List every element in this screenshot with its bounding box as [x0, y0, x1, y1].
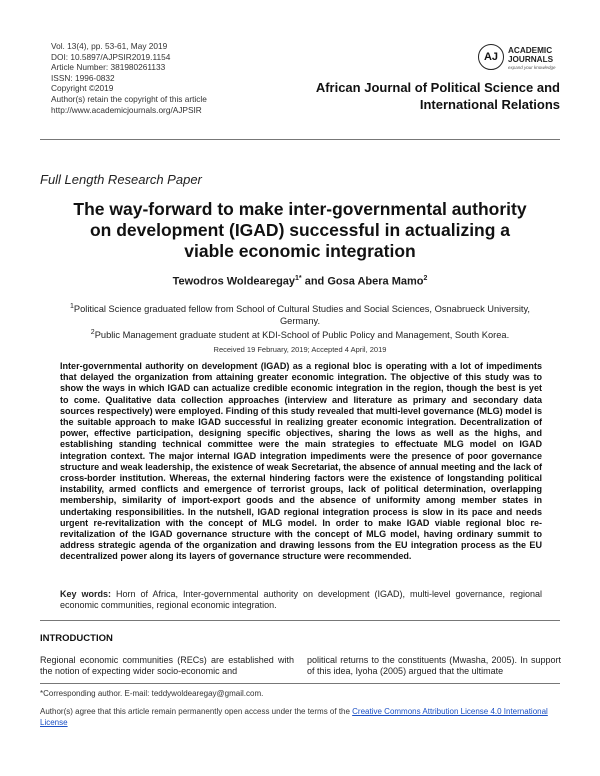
footnote-divider	[40, 683, 560, 684]
title-line1: The way-forward to make inter-governmental authority	[73, 199, 527, 219]
paper-type: Full Length Research Paper	[40, 172, 202, 187]
author-2-sup: 2	[423, 275, 428, 282]
meta-url: http://www.academicjournals.org/AJPSIR	[51, 104, 202, 115]
author-1-sup: 1*	[295, 275, 302, 282]
affiliation-2-sup: 2	[90, 329, 95, 337]
affiliation-1-sup: 1	[69, 303, 74, 310]
meta-article-number: Article Number: 381980261133	[51, 62, 166, 73]
affiliation-2-text: Public Management graduate student at KDI-School of Public Policy and Management, South Korea.	[94, 330, 510, 341]
journal-name-line1: African Journal of Political Science and	[315, 80, 560, 95]
abstract: Inter-governmental authority on development (IGAD) as a regional bloc is operating with a lot of impediments that delayed the organization from attaining greater economic integration. The objective of this study was to show the ways in which IGAD can actualize credible economic integration in the region, though the best is yet to come. Qualitative data collection approaches (interview and literature as primary and secondary data sources respectively) were employed. Finding of this study revealed that multi-level governance (MLG) model is the suitable approach to make IGAD successful in realizing greater economic integration. Decentralization of power, effective participation, designing specific objectives, sharing the lows as well as the highs, and establishing standing technical committee were the main strategies to effectuate MLG model on IGAD integration context. The major internal IGAD integration impediments were the presence of poor governance structure and weak leadership, the existence of weak Secretariat, the absence of annual meeting and the lack of cross-border institution. Whereas, the external hindering factors were the existence of longstanding political instability, armed conflicts and emergence of terrorist groups, lack of political determination, overlapping membership, similarity of import-export goods and the absence of uniformity among member states in undertaking responsibilities. In the nutshell, IGAD regional integration process is slow in its pace and needs urgent re-revitalization with the concept of MLG model. In order to make IGAD viable regional bloc re-revitalization of the IGAD governance structure with the concept of MLG model, having ordinary summit to address strategic agenda of the organization and drawing lessons from the EU integration process as the EU decentralized power along its layers of governance structure were recommended.	[60, 361, 542, 562]
paper-title	[40, 199, 560, 262]
intro-column-left: Regional economic communities (RECs) are established with the notion of expecting wider socio-economic and	[40, 655, 294, 677]
article-metadata	[51, 41, 207, 115]
meta-rights: Author(s) retain the copyright of this article	[51, 93, 207, 104]
meta-doi: DOI: 10.5897/AJPSIR2019.1154	[51, 51, 171, 62]
logo-wordmark	[508, 46, 553, 64]
author-2: Gosa Abera Mamo	[327, 275, 424, 288]
title-line2: on development (IGAD) successful in actualizing a	[89, 220, 511, 240]
meta-copyright: Copyright ©2019	[51, 83, 114, 94]
keywords-text: Horn of Africa, Inter-governmental authority on development (IGAD), multi-level governance, regional economic communities, regional economic integration.	[60, 589, 542, 610]
meta-issn: ISSN: 1996-0832	[51, 72, 115, 83]
title-line3: viable economic integration	[184, 241, 416, 261]
logo-tagline: expand your knowledge	[508, 65, 556, 70]
intro-column-right: political returns to the constituents (Mwasha, 2005). In support of this idea, Iyoha (2005) argued that the ultimate	[307, 655, 561, 677]
logo-line2: JOURNALS	[508, 55, 554, 64]
corresponding-author-footnote: *Corresponding author. E-mail: teddywoldearegay@gmail.com.	[40, 689, 264, 698]
journal-name-line2: International Relations	[419, 96, 560, 112]
aj-logo-icon: AJ	[478, 44, 504, 70]
author-1: Tewodros Woldearegay	[172, 275, 296, 288]
author-joiner: and	[301, 275, 328, 288]
keywords-label: Key words:	[60, 589, 111, 599]
affiliation-2	[40, 327, 560, 341]
affiliation-1	[40, 301, 560, 315]
license-text: Author(s) agree that this article remain permanently open access under the terms of the	[40, 707, 353, 716]
meta-volume: Vol. 13(4), pp. 53-61, May 2019	[51, 41, 168, 51]
keywords	[60, 589, 542, 611]
author-list	[40, 275, 560, 288]
journal-name	[316, 80, 560, 113]
keywords-divider	[40, 620, 560, 621]
affiliation-1-cont: Germany.	[279, 316, 321, 327]
affiliations	[40, 301, 560, 341]
logo-line1: ACADEMIC	[508, 46, 553, 55]
header-divider	[40, 139, 560, 140]
academic-journals-logo	[478, 44, 558, 74]
license-statement	[40, 706, 560, 728]
affiliation-1-text: Political Science graduated fellow from School of Cultural Studies and Social Sciences, Osnabrueck University,	[73, 304, 531, 315]
received-dates: Received 19 February, 2019; Accepted 4 April, 2019	[213, 345, 387, 354]
license-link[interactable]: Creative Commons Attribution License 4.0 International License	[40, 707, 548, 727]
introduction-heading: INTRODUCTION	[40, 633, 113, 644]
